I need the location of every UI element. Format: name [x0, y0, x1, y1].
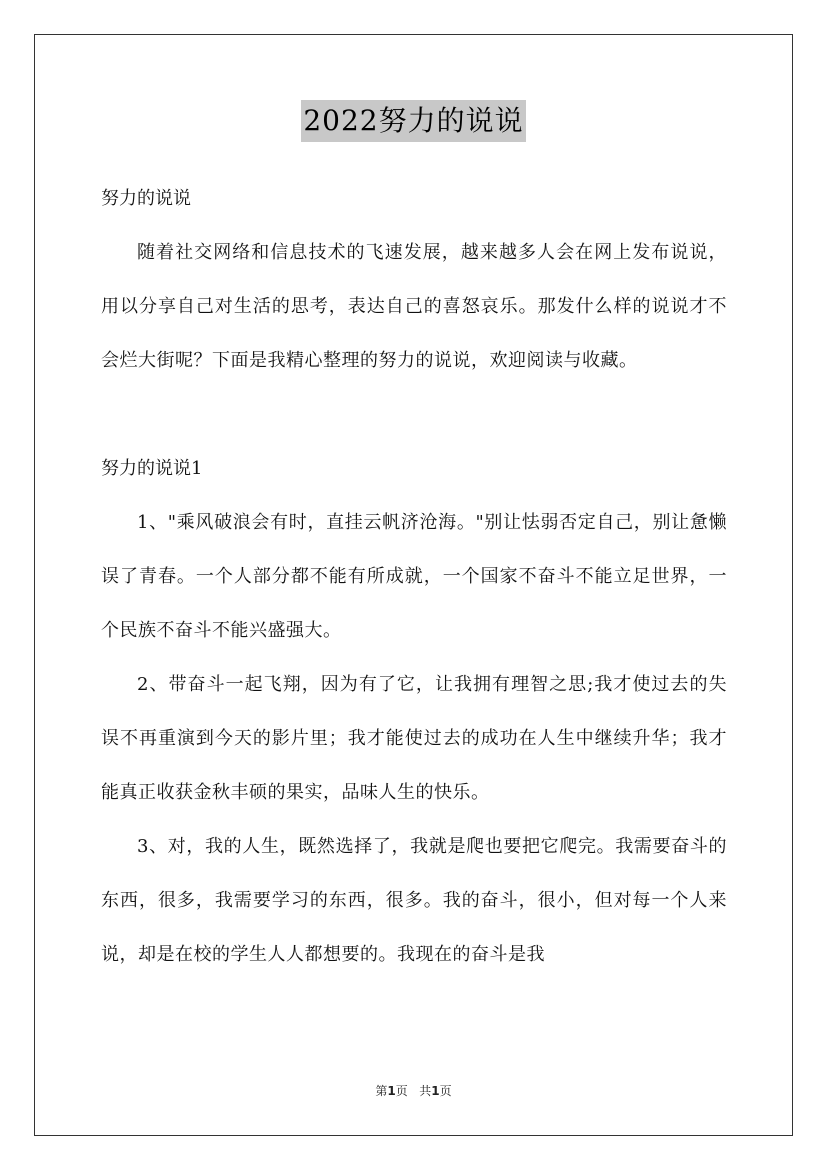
- page-number: 1: [387, 1084, 396, 1098]
- page-suffix: 页: [395, 1084, 408, 1098]
- page-footer: [0, 1082, 827, 1099]
- total-pages: 1: [431, 1084, 440, 1098]
- list-item: 1、"乘风破浪会有时，直挂云帆济沧海。"别让怯弱否定自己，别让惫懒误了青春。一个人部分都不能有所成就，一个国家不奋斗不能立足世界，一个民族不奋斗不能兴盛强大。: [101, 512, 727, 641]
- intro-paragraph: 随着社交网络和信息技术的飞速发展，越来越多人会在网上发布说说，用以分享自己对生活的思考，表达自己的喜怒哀乐。那发什么样的说说才不会烂大街呢？下面是我精心整理的努力的说说，欢迎阅读与收藏。: [101, 242, 727, 371]
- page-prefix: 第: [375, 1084, 388, 1098]
- total-prefix: 共: [419, 1084, 432, 1098]
- section-heading: 努力的说说1: [101, 458, 203, 479]
- spacer: [101, 388, 727, 442]
- list-item: 3、对，我的人生，既然选择了，我就是爬也要把它爬完。我需要奋斗的东西，很多，我需要学习的东西，很多。我的奋斗，很小，但对每一个人来说，却是在校的学生人人都想要的。我现在的奋斗是我: [101, 836, 727, 965]
- title-container: [0, 100, 827, 142]
- document-title: 2022努力的说说: [301, 100, 525, 142]
- subtitle: 努力的说说: [101, 188, 191, 209]
- document-body: [101, 172, 727, 982]
- total-suffix: 页: [439, 1084, 452, 1098]
- list-item: 2、带奋斗一起飞翔，因为有了它，让我拥有理智之思;我才使过去的失误不再重演到今天的影片里；我才能使过去的成功在人生中继续升华；我才能真正收获金秋丰硕的果实，品味人生的快乐。: [101, 674, 727, 803]
